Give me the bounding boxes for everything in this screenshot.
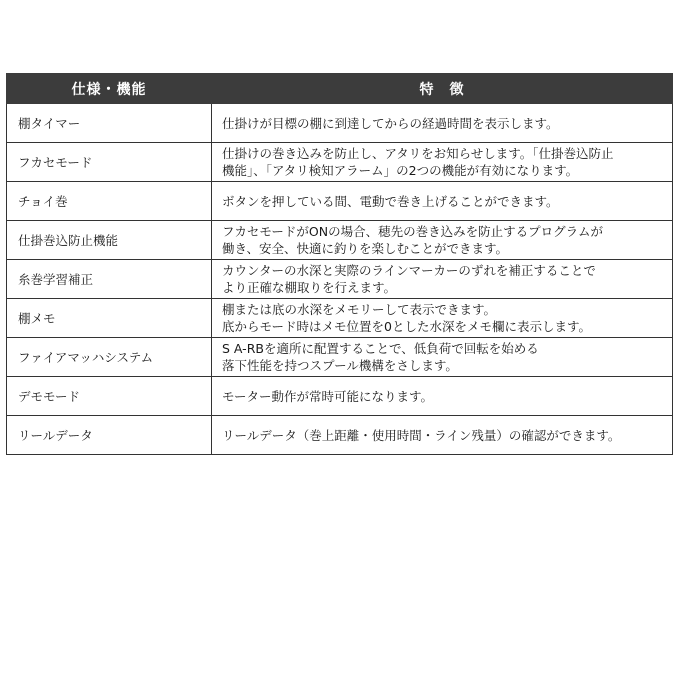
table-row (7, 221, 673, 260)
table-row (7, 377, 673, 416)
table-row (7, 104, 673, 143)
feature-name-cell: デモモード (7, 377, 212, 416)
header-description: 特 徴 (212, 74, 673, 104)
feature-description-cell: ボタンを押している間、電動で巻き上げることができます。 (212, 182, 673, 221)
feature-name-cell: リールデータ (7, 416, 212, 455)
feature-description-cell: フカセモードがONの場合、穂先の巻き込みを防止するプログラムが 働き、安全、快適に釣りを楽しむことができます。 (212, 221, 673, 260)
table-row (7, 338, 673, 377)
header-feature-name: 仕様・機能 (7, 74, 212, 104)
table-row (7, 416, 673, 455)
feature-name-cell: フカセモード (7, 143, 212, 182)
spec-table (6, 73, 673, 455)
feature-name-cell: チョイ巻 (7, 182, 212, 221)
table-row (7, 182, 673, 221)
table-row (7, 299, 673, 338)
header-row (7, 74, 673, 104)
table-header (7, 74, 673, 104)
feature-description-cell: カウンターの水深と実際のラインマーカーのずれを補正することで より正確な棚取りを行えます。 (212, 260, 673, 299)
feature-description-cell: リールデータ（巻上距離・使用時間・ライン残量）の確認ができます。 (212, 416, 673, 455)
feature-name-cell: 棚タイマー (7, 104, 212, 143)
feature-description-cell: 仕掛けが目標の棚に到達してからの経過時間を表示します。 (212, 104, 673, 143)
feature-name-cell: 棚メモ (7, 299, 212, 338)
feature-name-cell: ファイアマッハシステム (7, 338, 212, 377)
table-row (7, 143, 673, 182)
feature-name-cell: 糸巻学習補正 (7, 260, 212, 299)
feature-description-cell: 棚または底の水深をメモリーして表示できます。 底からモード時はメモ位置を0とした水深をメモ欄に表示します。 (212, 299, 673, 338)
table-row (7, 260, 673, 299)
feature-description-cell: S A-RBを適所に配置することで、低負荷で回転を始める 落下性能を持つスプール機構をさします。 (212, 338, 673, 377)
feature-description-cell: 仕掛けの巻き込みを防止し、アタリをお知らせします。「仕掛巻込防止 機能」、「アタリ検知アラーム」の2つの機能が有効になります。 (212, 143, 673, 182)
table-body (7, 104, 673, 455)
feature-name-cell: 仕掛巻込防止機能 (7, 221, 212, 260)
feature-description-cell: モーター動作が常時可能になります。 (212, 377, 673, 416)
